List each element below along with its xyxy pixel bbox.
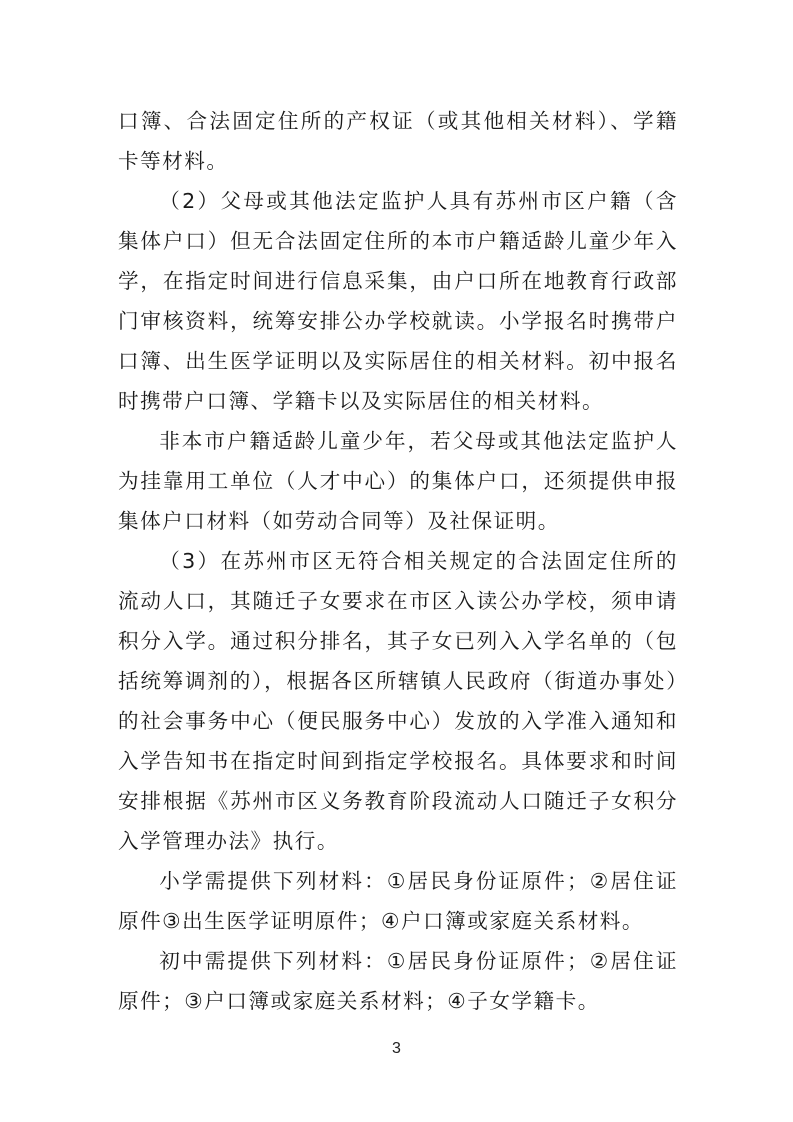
paragraph-primary-materials: 小学需提供下列材料：①居民身份证原件；②居住证原件③出生医学证明原件；④户口簿或家庭关系材料。 bbox=[118, 869, 678, 933]
document-body bbox=[118, 101, 678, 1021]
paragraph-non-local-household: 非本市户籍适龄儿童少年，若父母或其他法定监护人为挂靠用工单位（人才中心）的集体户口，还须提供申报集体户口材料（如劳动合同等）及社保证明。 bbox=[118, 429, 678, 533]
paragraph-junior-materials: 初中需提供下列材料：①居民身份证原件；②居住证原件；③户口簿或家庭关系材料；④子女学籍卡。 bbox=[118, 949, 678, 1013]
paragraph-continuation: 口簿、合法固定住所的产权证（或其他相关材料）、学籍卡等材料。 bbox=[118, 109, 678, 173]
page-number: 3 bbox=[392, 1040, 401, 1057]
paragraph-item-3: （3）在苏州市区无符合相关规定的合法固定住所的流动人口，其随迁子女要求在市区入读公办学校，须申请积分入学。通过积分排名，其子女已列入入学名单的（包括统筹调剂的），根据各区所辖镇人民政府（街道办事处）的社会事务中心（便民服务中心）发放的入学准入通知和入学告知书在指定时间到指定学校报名。具体要求和时间安排根据《苏州市区义务教育阶段流动人口随迁子女积分入学管理办法》执行。 bbox=[118, 549, 678, 853]
paragraph-item-2: （2）父母或其他法定监护人具有苏州市区户籍（含集体户口）但无合法固定住所的本市户籍适龄儿童少年入学，在指定时间进行信息采集，由户口所在地教育行政部门审核资料，统筹安排公办学校就读。小学报名时携带户口簿、出生医学证明以及实际居住的相关材料。初中报名时携带户口簿、学籍卡以及实际居住的相关材料。 bbox=[118, 189, 678, 413]
